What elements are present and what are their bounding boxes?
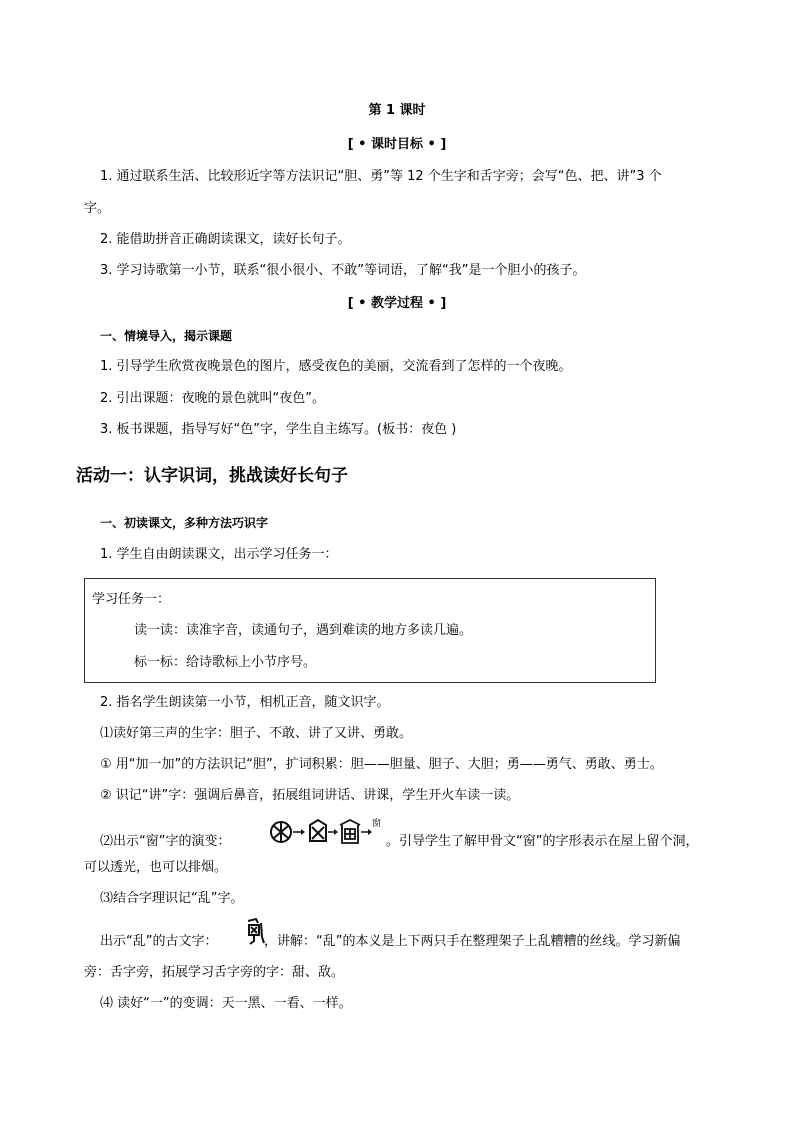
ancient-luan-glyph: [244, 917, 266, 947]
goal-3: 3. 学习诗歌第一小节，联系“很小很小、不敢”等词语，了解“我”是一个胆小的孩子。: [100, 263, 586, 278]
body-line-1: 2. 指名学生朗读第一小节，相机正音，随文识字。: [100, 695, 390, 710]
section1-item-3: 3. 板书课题，指导写好“色”字，学生自主练写。(板书：夜色 ): [100, 422, 457, 437]
goals-header: [ • 课时目标 • ]: [347, 137, 447, 152]
section2-item-1: 1. 学生自由朗读课文，出示学习任务一：: [100, 547, 338, 562]
body-line-5b: 。引导学生了解甲骨文“窗”的字形表示在屋上留个洞，: [386, 834, 699, 849]
goal-2: 2. 能借助拼音正确朗读课文，读好长句子。: [100, 232, 351, 247]
goal-1: 1. 通过联系生活、比较形近字等方法识记“胆、勇”等 12 个生字和舌字旁；会写“色、把、讲”3 个: [100, 169, 662, 184]
section1-item-2: 2. 引出课题：夜晚的景色就叫“夜色”。: [100, 391, 326, 406]
process-header: [ • 教学过程 • ]: [347, 296, 447, 311]
body-line-8b: ，讲解：“乱”的本义是上下两只手在整理架子上乱糟糟的丝线。学习新偏: [264, 934, 681, 949]
task-box-line-2: 标一标：给诗歌标上小节序号。: [134, 655, 317, 670]
body-line-3: ① 用“加一加”的方法识记“胆”，扩词积累：胆——胆量、胆子、大胆；勇——勇气、勇敢、勇士。: [100, 757, 663, 772]
section1-item-1: 1. 引导学生欣赏夜晚景色的图片，感受夜色的美丽，交流看到了怎样的一个夜晚。: [100, 359, 572, 374]
body-line-5a: ⑵出示“窗”字的演变：: [100, 834, 231, 849]
body-line-7: ⑶结合字理识记“乱”字。: [100, 891, 244, 906]
body-line-8a: 出示“乱”的古文字：: [100, 934, 218, 949]
body-line-2: ⑴读好第三声的生字：胆子、不敢、讲了又讲、勇敢。: [100, 726, 413, 741]
body-line-4: ② 识记“讲”字：强调后鼻音，拓展组词讲话、讲课，学生开火车读一读。: [100, 788, 520, 803]
ancient-window-glyph-3: [340, 820, 360, 843]
body-line-10: ⑷ 读好“一”的变调：天一黑、一看、一样。: [100, 996, 352, 1011]
body-line-9: 旁：舌字旁，拓展学习舌字旁的字：甜、敌。: [84, 965, 345, 980]
section2-title: 一、初读课文，多种方法巧识字: [100, 516, 269, 530]
window-evolution-image: [268, 817, 384, 847]
goal-1-cont: 字。: [84, 201, 111, 216]
ancient-window-glyph-2: [310, 820, 326, 841]
modern-window-char: 窗: [372, 819, 382, 829]
task-box-line-1: 读一读：读准字音，读通句子，遇到难读的地方多读几遍。: [134, 623, 473, 638]
ancient-window-glyph-1: [271, 822, 291, 842]
activity1-title: 活动一：认字识词，挑战读好长句子: [76, 466, 348, 486]
body-line-6: 可以透光，也可以排烟。: [84, 860, 228, 875]
section1-title: 一、情境导入，揭示课题: [100, 329, 233, 343]
task-box-title: 学习任务一：: [92, 592, 171, 607]
lesson-title: 第 1 课时: [368, 103, 426, 118]
